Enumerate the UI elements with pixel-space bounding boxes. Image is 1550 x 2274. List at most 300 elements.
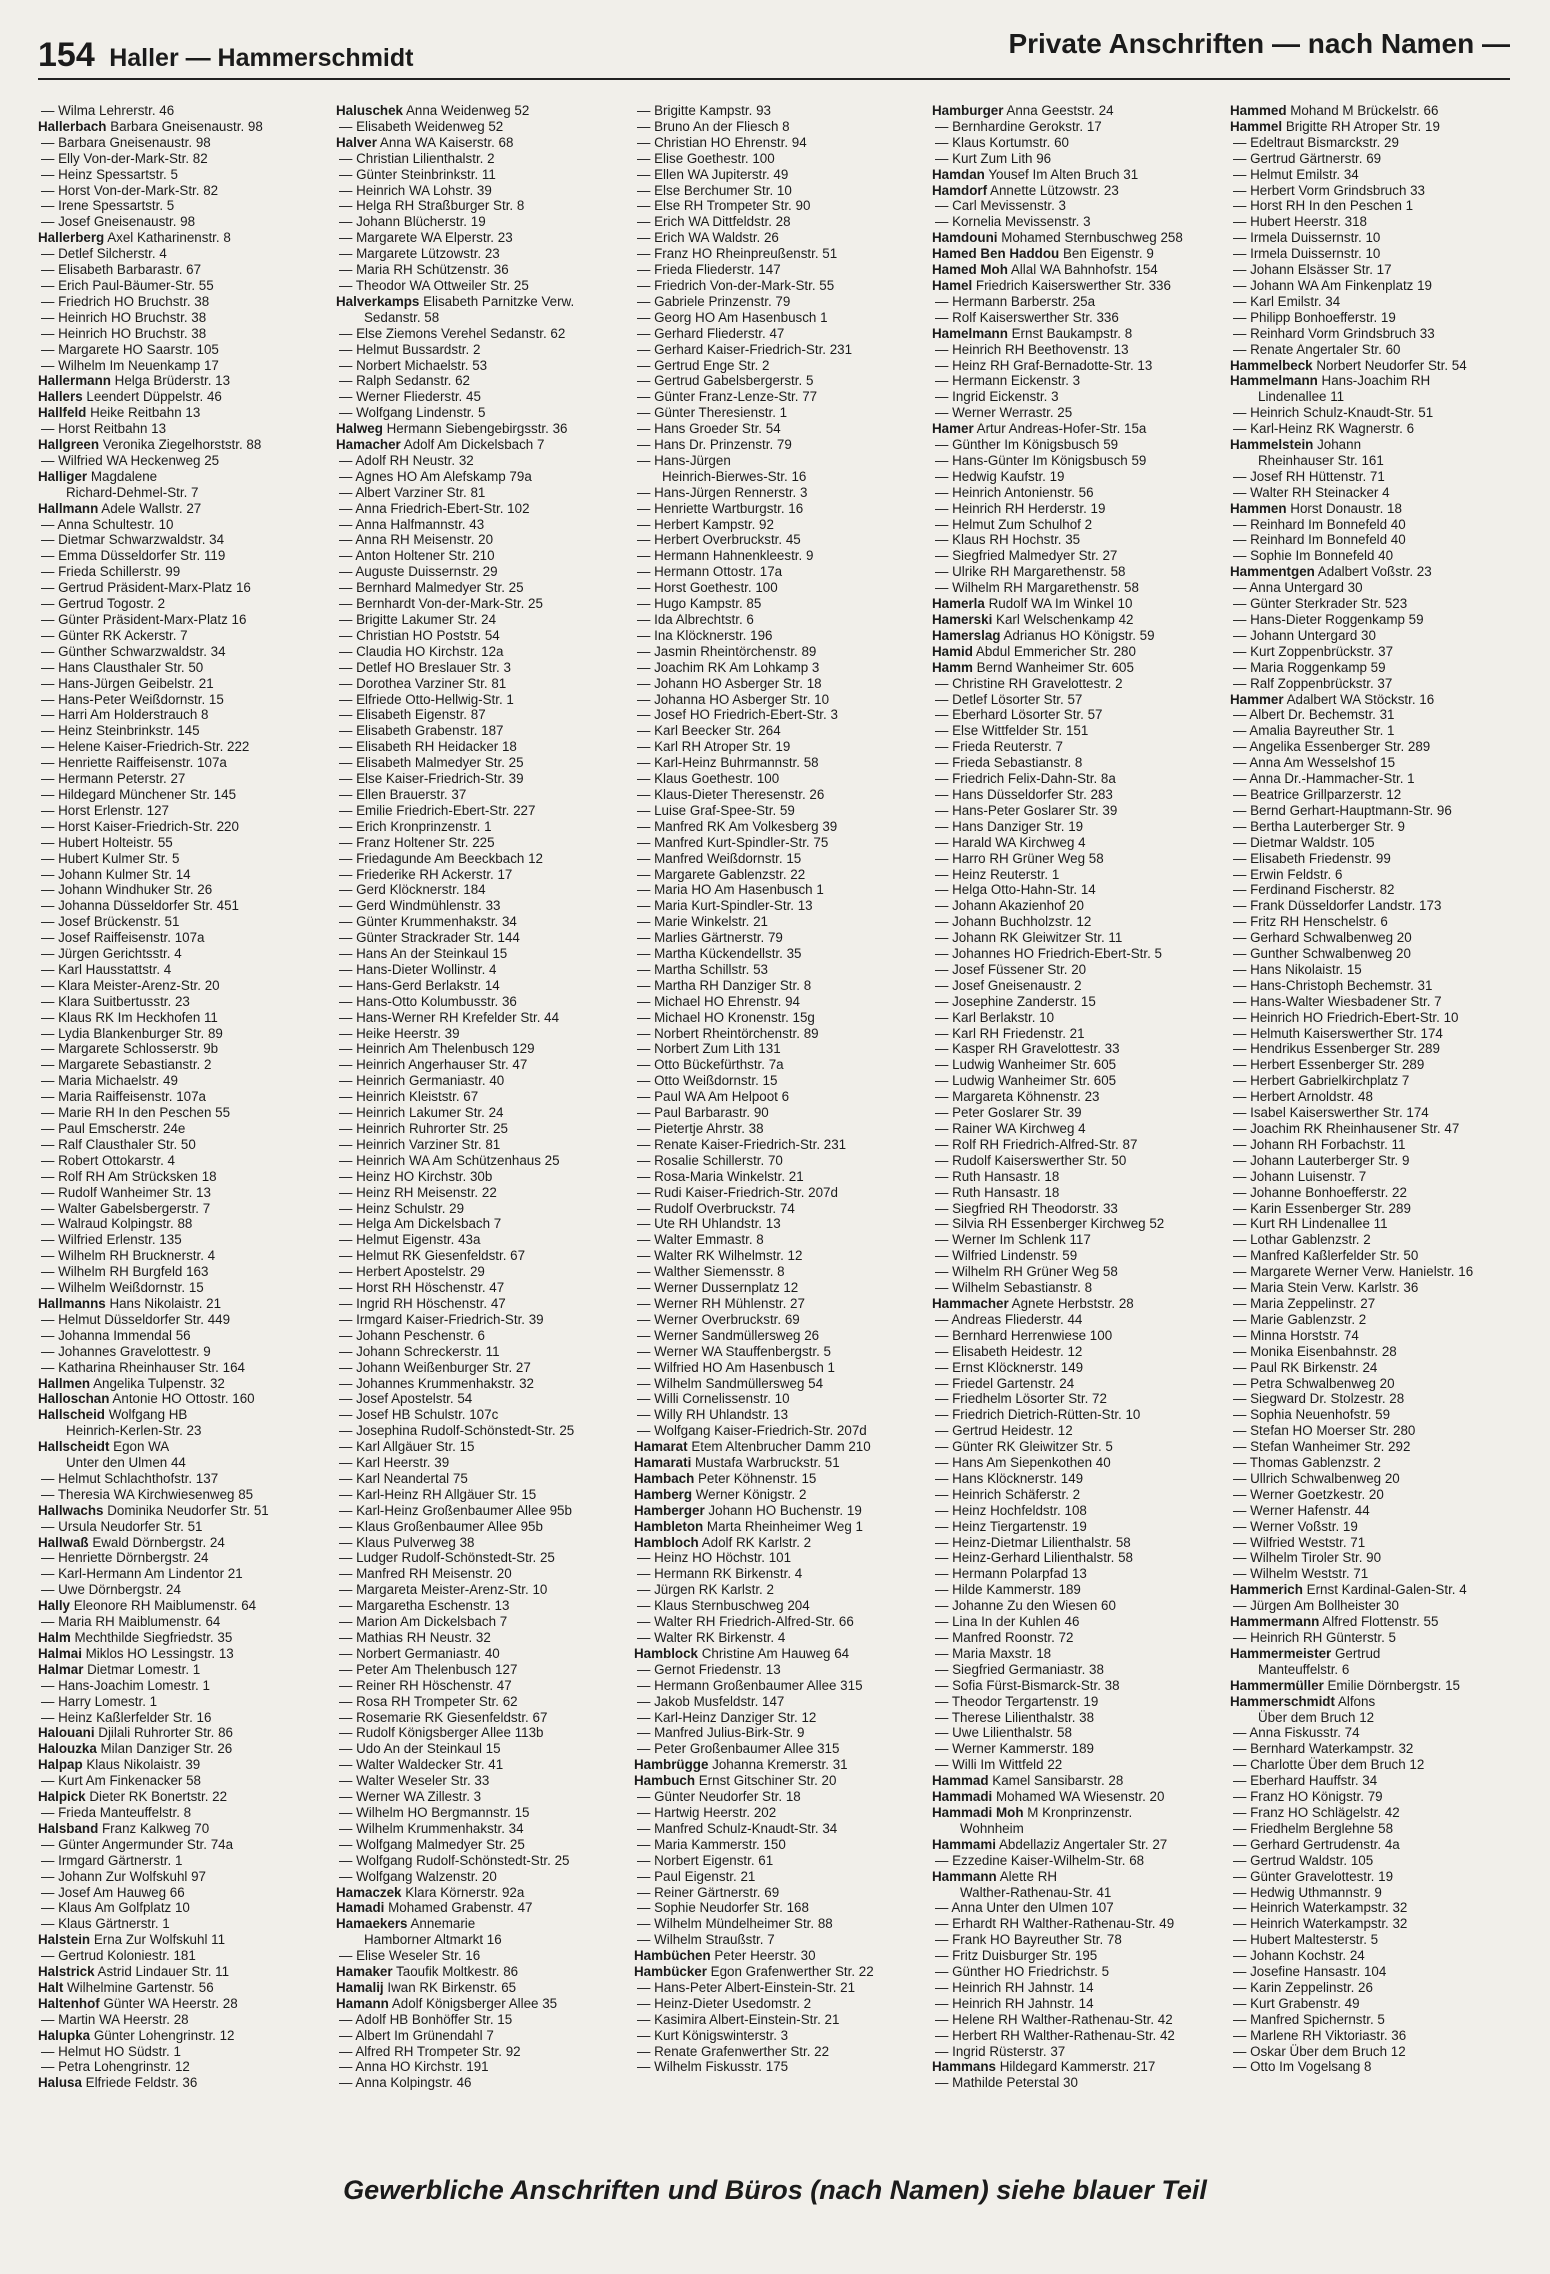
list-item: — Paul Emscherstr. 24e	[41, 1121, 186, 1136]
list-item: — Margarete Schlosserstr. 9b	[41, 1041, 219, 1057]
list-item: — Günter Gravelottestr. 19	[1233, 1868, 1394, 1884]
list-item: — Luise Graf-Spee-Str. 59	[637, 802, 795, 818]
list-item: — Ute RH Uhlandstr. 13	[637, 1216, 781, 1232]
list-item: — Wolfgang Rudolf-Schönstedt-Str. 25	[339, 1852, 570, 1868]
list-item: — Michael HO Ehrenstr. 94	[637, 993, 800, 1009]
list-item: — Klaus Sternbuschweg 204	[637, 1598, 810, 1614]
list-item: — Otto Im Vogelsang 8	[1233, 2059, 1372, 2075]
list-item: — Anna HO Kirchstr. 191	[339, 2059, 489, 2075]
listing-column	[1230, 103, 1528, 2153]
list-item: — Anna Untergard 30	[1233, 580, 1363, 596]
list-item: — Wilhelm RH Grüner Weg 58	[935, 1264, 1118, 1280]
surname: Hamdorf	[932, 182, 988, 198]
surname: Hallgreen	[38, 437, 100, 453]
list-item: — Heinrich WA Am Schützenhaus 25	[339, 1152, 560, 1168]
list-item: — Angelika Essenberger Str. 289	[1233, 739, 1431, 755]
list-item: — Karl Emilstr. 34	[1233, 293, 1341, 309]
surname-entry: Hambuch Ernst Gitschiner Str. 20	[634, 1773, 837, 1789]
surname: Hamberg	[634, 1486, 693, 1502]
list-item: — Karl-Heinz Buhrmannstr. 58	[637, 755, 819, 771]
list-item: — Bernhard Waterkampstr. 32	[1233, 1741, 1414, 1757]
list-item: — Katharina Rheinhauser Str. 164	[41, 1359, 245, 1375]
list-item: — Heinz HO Höchstr. 101	[637, 1550, 792, 1566]
list-item: — Paul Eigenstr. 21	[637, 1868, 756, 1884]
surname: Hally	[38, 1598, 71, 1614]
list-item: — Wilfried HO Am Hasenbusch 1	[637, 1359, 835, 1375]
list-item: — Josef Brückenstr. 51	[41, 914, 180, 930]
page-header-left	[38, 36, 413, 75]
list-item: — Dietmar Waldstr. 105	[1233, 834, 1375, 850]
list-item: — Günther HO Friedrichstr. 5	[935, 1964, 1110, 1980]
surname-entry: Hally Eleonore RH Maiblumenstr. 64	[38, 1598, 257, 1614]
list-item: — Willi Im Wittfeld 22	[935, 1757, 1063, 1773]
list-item: — Wolfgang Walzenstr. 20	[339, 1868, 497, 1884]
list-item: — Hermann Eickenstr. 3	[935, 373, 1081, 389]
list-item: — Günther Im Königsbusch 59	[935, 437, 1119, 453]
list-item: — Irene Spessartstr. 5	[41, 198, 175, 214]
list-item: — Franz Holtener Str. 225	[339, 834, 495, 850]
list-item: — Hans-Gerd Berlakstr. 14	[339, 977, 500, 993]
surname: Hammel	[1230, 118, 1283, 134]
list-item: — Marie RH In den Peschen 55	[41, 1105, 231, 1121]
list-item: — Horst RH In den Peschen 1	[1233, 198, 1414, 214]
list-item: — Stefan HO Moerser Str. 280	[1233, 1423, 1416, 1439]
surname-entry: Hallscheid Wolfgang HB	[38, 1407, 188, 1423]
surname-entry: Halstrick Astrid Lindauer Str. 11	[38, 1964, 230, 1980]
list-item: — Norbert Zum Lith 131	[637, 1041, 781, 1057]
list-item: — Manfred Schulz-Knaudt-Str. 34	[637, 1820, 838, 1836]
list-item: — Friedhelm Berglehne 58	[1233, 1820, 1394, 1836]
list-item: — Hermann Peterstr. 27	[41, 771, 186, 787]
list-item: — Marlies Gärtnerstr. 79	[637, 930, 783, 946]
list-item: — Helmut Eigenstr. 43a	[339, 1232, 481, 1248]
list-item: — Isabel Kaiserswerther Str. 174	[1233, 1105, 1429, 1121]
list-item: — Günter RK Gleiwitzer Str. 5	[935, 1439, 1113, 1455]
list-item: — Herbert RH Walther-Rathenau-Str. 42	[935, 2027, 1175, 2043]
surname-entry: Hamann Adolf Königsberger Allee 35	[336, 1995, 558, 2011]
list-item: — Fritz Duisburger Str. 195	[935, 1948, 1098, 1964]
list-item: — Bernhard Herrenwiese 100	[935, 1327, 1113, 1343]
list-item: — Hans Klöcknerstr. 149	[935, 1470, 1084, 1486]
list-item: — Martin WA Heerstr. 28	[41, 2011, 189, 2027]
surname: Hamdan	[932, 166, 985, 182]
list-item: — Klaus RK Im Heckhofen 11	[41, 1009, 218, 1025]
list-item: — Irmgard Gärtnerstr. 1	[41, 1852, 183, 1868]
list-item: — Harry Lomestr. 1	[41, 1693, 158, 1709]
list-item: — Sofia Fürst-Bismarck-Str. 38	[935, 1677, 1120, 1693]
surname: Hammami	[932, 1836, 997, 1852]
surname-entry: Hammermann Alfred Flottenstr. 55	[1230, 1614, 1439, 1630]
surname-entry: Hamalij Iwan RK Birkenstr. 65	[336, 1979, 517, 1995]
surname-entry: Hammelstein Johann	[1230, 437, 1362, 453]
list-item: — Maria Maxstr. 18	[935, 1645, 1052, 1661]
surname-entry: Halpick Dieter RK Bonertstr. 22	[38, 1789, 228, 1805]
surname-entry: Hammad Kamel Sansibarstr. 28	[932, 1773, 1124, 1789]
entry-continuation: Unter den Ulmen 44	[66, 1455, 186, 1471]
surname: Hallscheid	[38, 1407, 105, 1423]
list-item: — Harri Am Holderstrauch 8	[41, 707, 209, 723]
list-item: — Kurt Grabenstr. 49	[1233, 1995, 1360, 2011]
list-item: — Walter RH Friedrich-Alfred-Str. 66	[637, 1614, 854, 1630]
list-item: — Agnes HO Am Alefskamp 79a	[339, 468, 532, 484]
list-item: — Hans-Jürgen Rennerstr. 3	[637, 484, 808, 500]
list-item: — Siegward Dr. Stolzestr. 28	[1233, 1391, 1405, 1407]
list-item: — Anna Dr.-Hammacher-Str. 1	[1233, 771, 1415, 787]
surname: Halstein	[38, 1932, 91, 1948]
list-item: — Norbert Eigenstr. 61	[637, 1852, 774, 1868]
list-item: — Elise Goethestr. 100	[637, 150, 775, 166]
list-item: — Gertrud Enge Str. 2	[637, 357, 770, 373]
list-item: — Jakob Musfeldstr. 147	[637, 1693, 785, 1709]
list-item: — Fritz RH Henschelstr. 6	[1233, 914, 1388, 930]
list-item: — Kurt Zoppenbrückstr. 37	[1233, 643, 1394, 659]
list-item: — Maria RH Schützenstr. 36	[339, 262, 509, 278]
list-item: — Willi Cornelissenstr. 10	[637, 1391, 790, 1407]
surname-entry: Hamadi Mohamed Grabenstr. 47	[336, 1900, 533, 1916]
list-item: — Charlotte Über dem Bruch 12	[1233, 1757, 1425, 1773]
list-item: — Herbert Kampstr. 92	[637, 516, 774, 532]
list-item: — Manfred Weißdornstr. 15	[637, 850, 802, 866]
list-item: — Johann WA Am Finkenplatz 19	[1233, 277, 1432, 293]
entry-continuation: Wohnheim	[960, 1820, 1024, 1836]
surname-entry: Hamblock Christine Am Hauweg 64	[634, 1645, 850, 1661]
list-item: — Ezzedine Kaiser-Wilhelm-Str. 68	[935, 1852, 1145, 1868]
surname: Hamadi	[336, 1900, 385, 1916]
list-item: — Josefine Hansastr. 104	[1233, 1964, 1387, 1980]
list-item: — Horst Erlenstr. 127	[41, 802, 170, 818]
surname-entry: Hambleton Marta Rheinheimer Weg 1	[634, 1518, 863, 1534]
list-item: — Sophie Im Bonnefeld 40	[1233, 548, 1394, 564]
list-item: — Heinz Kaßlerfelder Str. 16	[41, 1709, 212, 1725]
surname: Hammelmann	[1230, 373, 1318, 389]
list-item: — Wilhelm Krummenhakstr. 34	[339, 1820, 524, 1836]
list-item: — Hermann Polarpfad 13	[935, 1566, 1087, 1582]
surname-entry: Hambrügge Johanna Kremerstr. 31	[634, 1757, 848, 1773]
list-item: — Christian HO Ehrenstr. 94	[637, 134, 807, 150]
surname-entry: Hallwachs Dominika Neudorfer Str. 51	[38, 1502, 269, 1518]
list-item: — Anna Unter den Ulmen 107	[935, 1900, 1114, 1916]
list-item: — Else RH Trompeter Str. 90	[637, 198, 811, 214]
list-item: — Gerhard Gertrudenstr. 4a	[1233, 1836, 1400, 1852]
list-item: — Werner Voßstr. 19	[1233, 1518, 1358, 1534]
surname: Hamburger	[932, 103, 1004, 118]
list-item: — Maria Raiffeisenstr. 107a	[41, 1089, 206, 1105]
list-item: — Elisabeth Friedenstr. 99	[1233, 850, 1391, 866]
list-item: — Werner Kammerstr. 189	[935, 1741, 1095, 1757]
list-item: — Wilhelm Fiskusstr. 175	[637, 2059, 789, 2075]
footer-note: Gewerbliche Anschriften und Büros (nach Namen) siehe blauer Teil	[343, 2175, 1207, 2205]
entry-continuation: Heinrich-Kerlen-Str. 23	[66, 1423, 202, 1439]
list-item: — Manfred Roonstr. 72	[935, 1630, 1074, 1645]
list-item: — Hubert Heerstr. 318	[1233, 214, 1367, 230]
list-item: — Wilfried WA Heckenweg 25	[41, 452, 220, 468]
list-item: — Helene Kaiser-Friedrich-Str. 222	[41, 739, 250, 755]
list-item: — Klaus Gärtnerstr. 1	[41, 1916, 170, 1932]
surname-entry: Hamburger Anna Geeststr. 24	[932, 103, 1114, 118]
list-item: — Hans-Peter Weißdornstr. 15	[41, 691, 224, 707]
surname: Halstrick	[38, 1964, 95, 1980]
list-item: — Josef Apostelstr. 54	[339, 1391, 473, 1407]
list-item: — Heinrich Ruhrorter Str. 25	[339, 1121, 508, 1136]
surname-entry: Hamberg Werner Königstr. 2	[634, 1486, 807, 1502]
list-item: — Ingrid Eickenstr. 3	[935, 389, 1059, 405]
list-item: — Frank HO Bayreuther Str. 78	[935, 1932, 1122, 1948]
list-item: — Eberhard Hauffstr. 34	[1233, 1773, 1378, 1789]
list-item: — Lydia Blankenburger Str. 89	[41, 1025, 223, 1041]
surname: Halpap	[38, 1757, 83, 1773]
list-item: — Anna Fiskusstr. 74	[1233, 1725, 1360, 1741]
surname-entry: Halouzka Milan Danziger Str. 26	[38, 1741, 233, 1757]
surname-entry: Hamelmann Ernst Baukampstr. 8	[932, 325, 1133, 341]
list-item: — Wilhelm Tiroler Str. 90	[1233, 1550, 1382, 1566]
list-item: — Walter Gabelsbergerstr. 7	[41, 1200, 211, 1216]
list-item: — Karl Heerstr. 39	[339, 1455, 450, 1471]
surname: Hambach	[634, 1470, 695, 1486]
list-item: — Johann RH Forbachstr. 11	[1233, 1136, 1406, 1152]
list-item: — Gerhard Fliederstr. 47	[637, 325, 785, 341]
surname: Hamerla	[932, 596, 985, 612]
surname-entry: Halsband Franz Kalkweg 70	[38, 1820, 210, 1836]
list-item: — Anna Halfmannstr. 43	[339, 516, 485, 532]
list-item: — Norbert Rheintörchenstr. 89	[637, 1025, 819, 1041]
surname-entry: Hamaczek Klara Körnerstr. 92a	[336, 1884, 525, 1900]
list-item: — Karl-Hermann Am Lindentor 21	[41, 1566, 243, 1582]
list-item: — Josef RH Hüttenstr. 71	[1233, 468, 1385, 484]
list-item: — Hans-Peter Albert-Einstein-Str. 21	[637, 1979, 856, 1995]
list-item: — Gunther Schwalbenweg 20	[1233, 946, 1411, 962]
list-item: — Karl-Heinz Danziger Str. 12	[637, 1709, 817, 1725]
surname: Hamarati	[634, 1455, 692, 1471]
surname-entry: Hammed Mohand M Brückelstr. 66	[1230, 103, 1439, 118]
list-item: — Hedwig Kaufstr. 19	[935, 468, 1065, 484]
list-item: — Bernhardine Gerokstr. 17	[935, 118, 1102, 134]
surname: Hamblock	[634, 1645, 698, 1661]
surname: Hambrügge	[634, 1757, 709, 1773]
list-item: — Hans Am Siepenkothen 40	[935, 1455, 1111, 1471]
list-item: — Kasimira Albert-Einstein-Str. 21	[637, 2011, 840, 2027]
surname: Hallfeld	[38, 405, 87, 421]
surname: Hamalij	[336, 1979, 384, 1995]
list-item: — Heinz-Gerhard Lilienthalstr. 58	[935, 1550, 1133, 1566]
list-item: — Heinz RH Meisenstr. 22	[339, 1184, 497, 1200]
list-item: — Heinrich Kleiststr. 67	[339, 1089, 479, 1105]
list-item: — Hermann Barberstr. 25a	[935, 293, 1096, 309]
surname: Hammed	[1230, 103, 1287, 118]
surname: Halsband	[38, 1820, 99, 1836]
list-item: — Günter Sterkrader Str. 523	[1233, 596, 1408, 612]
surname-entry: Halm Mechthilde Siegfriedstr. 35	[38, 1630, 233, 1645]
surname: Hallers	[38, 389, 83, 405]
list-item: — Irmgard Kaiser-Friedrich-Str. 39	[339, 1311, 544, 1327]
list-item: — Karl RH Friedenstr. 21	[935, 1025, 1085, 1041]
surname: Hammann	[932, 1868, 997, 1884]
surname-entry: Hammadi Mohamed WA Wiesenstr. 20	[932, 1789, 1165, 1805]
list-item: — Dietmar Schwarzwaldstr. 34	[41, 532, 225, 548]
list-item: — Maria Kurt-Spindler-Str. 13	[637, 898, 813, 914]
list-item: — Werner Werrastr. 25	[935, 405, 1073, 421]
list-item: — Günter RK Ackerstr. 7	[41, 627, 188, 643]
list-item: — Pietertje Ahrstr. 38	[637, 1121, 764, 1136]
list-item: — Hans-Joachim Lomestr. 1	[41, 1677, 210, 1693]
surname: Hamed Ben Haddou	[932, 246, 1060, 262]
entry-continuation: Lindenallee 11	[1258, 389, 1345, 405]
surname-entry: Hamed Ben Haddou Ben Eigenstr. 9	[932, 246, 1154, 262]
surname-entry: Halusa Elfriede Feldstr. 36	[38, 2075, 198, 2091]
list-item: — Ulrike RH Margarethenstr. 58	[935, 564, 1126, 580]
list-item: — Hans-Dieter Roggenkamp 59	[1233, 612, 1424, 627]
list-item: — Amalia Bayreuther Str. 1	[1233, 723, 1395, 739]
list-item: — Hilde Kammerstr. 189	[935, 1582, 1081, 1598]
list-item: — Josef HO Friedrich-Ebert-Str. 3	[637, 707, 838, 723]
surname: Hammadi	[932, 1789, 993, 1805]
list-item: — Adolf HB Bonhöffer Str. 15	[339, 2011, 513, 2027]
list-item: — Johann Elsässer Str. 17	[1233, 262, 1392, 278]
list-item: — Johann HO Asberger Str. 18	[637, 675, 822, 691]
surname-entry: Halouani Djilali Ruhrorter Str. 86	[38, 1725, 233, 1741]
list-item: — Albert Dr. Bechemstr. 31	[1233, 707, 1395, 723]
list-item: — Margarete Sebastianstr. 2	[41, 1057, 212, 1073]
list-item: — Anna RH Meisenstr. 20	[339, 532, 494, 548]
list-item: — Josephine Zanderstr. 15	[935, 993, 1096, 1009]
list-item: — Rosalie Schillerstr. 70	[637, 1152, 783, 1168]
surname-entry: Hallmann Adele Wallstr. 27	[38, 500, 202, 516]
list-item: — Rolf RH Friedrich-Alfred-Str. 87	[935, 1136, 1138, 1152]
list-item: — Hans-Jürgen Geibelstr. 21	[41, 675, 214, 691]
list-item: — Gabriele Prinzenstr. 79	[637, 293, 791, 309]
list-item: — Herbert Overbruckstr. 45	[637, 532, 801, 548]
list-item: — Bruno An der Fliesch 8	[637, 118, 790, 134]
list-item: — Franz HO Rheinpreußenstr. 51	[637, 246, 838, 262]
list-item: — Reinhard Vorm Grindsbruch 33	[1233, 325, 1435, 341]
list-item: — Kurt Am Finkenacker 58	[41, 1773, 202, 1789]
list-item: — Gertrud Koloniestr. 181	[41, 1948, 196, 1964]
list-item: — Hugo Kampstr. 85	[637, 596, 762, 612]
surname-entry: Halpap Klaus Nikolaistr. 39	[38, 1757, 201, 1773]
list-item: — Johann Akazienhof 20	[935, 898, 1084, 914]
surname: Hamid	[932, 643, 973, 659]
list-item: — Gertrud Waldstr. 105	[1233, 1852, 1374, 1868]
list-item: — Hubert Holteistr. 55	[41, 834, 173, 850]
list-item: — Walther Siemensstr. 8	[637, 1264, 785, 1280]
list-item: — Walraud Kolpingstr. 88	[41, 1216, 193, 1232]
list-item: — Wilfried Weststr. 71	[1233, 1534, 1366, 1550]
surname-entry: Hammami Abdellaziz Angertaler Str. 27	[932, 1836, 1168, 1852]
list-item: — Herbert Essenberger Str. 289	[1233, 1057, 1425, 1073]
list-item: — Johann Buchholzstr. 12	[935, 914, 1092, 930]
surname-entry: Hamed Moh Allal WA Bahnhofstr. 154	[932, 262, 1158, 278]
list-item: — Hans Dr. Prinzenstr. 79	[637, 437, 792, 453]
list-item: — Walter RK Wilhelmstr. 12	[637, 1248, 803, 1264]
surname-entry: Hamerslag Adrianus HO Königstr. 59	[932, 627, 1155, 643]
surname: Hambleton	[634, 1518, 704, 1534]
list-item: — Johannes Krummenhakstr. 32	[339, 1375, 535, 1391]
list-item: — Heinz HO Kirchstr. 30b	[339, 1168, 493, 1184]
list-item: — Karl RH Atroper Str. 19	[637, 739, 791, 755]
list-item: — Werner Hafenstr. 44	[1233, 1502, 1370, 1518]
entry-continuation: Heinrich-Bierwes-Str. 16	[662, 468, 807, 484]
list-item: — Heinrich Waterkampstr. 32	[1233, 1916, 1408, 1932]
list-item: — Walter Weseler Str. 33	[339, 1773, 490, 1789]
entry-continuation: Rheinhauser Str. 161	[1258, 452, 1384, 468]
surname: Hammer	[1230, 691, 1284, 707]
list-item: — Adolf RH Neustr. 32	[339, 452, 474, 468]
surname: Halverkamps	[336, 293, 420, 309]
surname-entry: Hammans Hildegard Kammerstr. 217	[932, 2059, 1156, 2075]
list-item: — Heinrich Antonienstr. 56	[935, 484, 1094, 500]
list-item: — Minna Horststr. 74	[1233, 1327, 1359, 1343]
list-item: — Wilhelm Straußstr. 7	[637, 1932, 775, 1948]
list-item: — Ruth Hansastr. 18	[935, 1168, 1060, 1184]
list-item: — Bernd Gerhart-Hauptmann-Str. 96	[1233, 802, 1452, 818]
list-item: — Hans-Günter Im Königsbusch 59	[935, 452, 1147, 468]
list-item: — Reinhard Im Bonnefeld 40	[1233, 516, 1406, 532]
list-item: — Heinrich Varziner Str. 81	[339, 1136, 501, 1152]
list-item: — Hans Nikolaistr. 15	[1233, 961, 1362, 977]
surname: Hallmen	[38, 1375, 91, 1391]
list-item: — Manfred RK Am Volkesberg 39	[637, 818, 838, 834]
list-item: — Renate Grafenwerther Str. 22	[637, 2043, 830, 2059]
list-item: — Albert Varziner Str. 81	[339, 484, 486, 500]
surname-entry: Halverkamps Elisabeth Parnitzke Verw.	[336, 293, 575, 309]
list-item: — Henriette Raiffeisenstr. 107a	[41, 755, 227, 771]
list-item: — Ellen Brauerstr. 37	[339, 786, 467, 802]
list-item: — Friedel Gartenstr. 24	[935, 1375, 1075, 1391]
list-item: — Manfred RH Meisenstr. 20	[339, 1566, 512, 1582]
list-item: — Heinrich RH Jahnstr. 14	[935, 1979, 1094, 1995]
list-item: — Erich WA Dittfeldstr. 28	[637, 214, 791, 230]
surname-entry: Haluschek Anna Weidenweg 52	[336, 103, 530, 118]
surname: Hamel	[932, 277, 973, 293]
entry-continuation: Manteuffelstr. 6	[1258, 1661, 1350, 1677]
list-item: — Günter Neudorfer Str. 18	[637, 1789, 801, 1805]
list-item: — Elisabeth Heidestr. 12	[935, 1343, 1083, 1359]
surname: Hallscheidt	[38, 1439, 110, 1455]
surname-entry: Hallwaß Ewald Dörnbergstr. 24	[38, 1534, 225, 1550]
list-item: — Friedrich Felix-Dahn-Str. 8a	[935, 771, 1116, 787]
list-item: — Petra Lohengrinstr. 12	[41, 2059, 190, 2075]
list-item: — Frieda Reuterstr. 7	[935, 739, 1064, 755]
list-item: — Wolfgang Kaiser-Friedrich-Str. 207d	[637, 1423, 867, 1439]
surname: Hambücker	[634, 1964, 707, 1980]
list-item: — Horst Von-der-Mark-Str. 82	[41, 182, 219, 198]
list-item: — Heinrich Schulz-Knaudt-Str. 51	[1233, 405, 1434, 421]
surname: Halupka	[38, 2027, 91, 2043]
list-item: — Philipp Bonhoefferstr. 19	[1233, 309, 1396, 325]
surname-entry: Hammerich Ernst Kardinal-Galen-Str. 4	[1230, 1582, 1467, 1598]
list-item: — Wolfgang Lindenstr. 5	[339, 405, 486, 421]
list-item: — Alfred RH Trompeter Str. 92	[339, 2043, 521, 2059]
list-item: — Joachim RK Am Lohkamp 3	[637, 659, 820, 675]
list-item: — Karl Hausstattstr. 4	[41, 961, 172, 977]
list-item: — Margareta Köhnenstr. 23	[935, 1089, 1100, 1105]
list-item: — Otto Weißdornstr. 15	[637, 1073, 778, 1089]
list-item: — Josef Gneisenaustr. 2	[935, 977, 1082, 993]
surname: Hammerich	[1230, 1582, 1303, 1598]
list-item: — Heinrich Germaniastr. 40	[339, 1073, 505, 1089]
list-item: — Wilhelm RH Burgfeld 163	[41, 1264, 209, 1280]
surname-entry: Hambloch Adolf RK Karlstr. 2	[634, 1534, 812, 1550]
surname-entry: Hambücker Egon Grafenwerther Str. 22	[634, 1964, 874, 1980]
list-item: — Detlef Lösorter Str. 57	[935, 691, 1083, 707]
list-item: — Frieda Manteuffelstr. 8	[41, 1804, 192, 1820]
list-item: — Johann Peschenstr. 6	[339, 1327, 485, 1343]
list-item: — Klaus Großenbaumer Allee 95b	[339, 1518, 543, 1534]
list-item: — Johann Weißenburger Str. 27	[339, 1359, 531, 1375]
list-item: — Werner RH Mühlenstr. 27	[637, 1295, 805, 1311]
list-item: — Uwe Lilienthalstr. 58	[935, 1725, 1072, 1741]
list-item: — Beatrice Grillparzerstr. 12	[1233, 786, 1402, 802]
surname-entry: Hambüchen Peter Heerstr. 30	[634, 1948, 816, 1964]
